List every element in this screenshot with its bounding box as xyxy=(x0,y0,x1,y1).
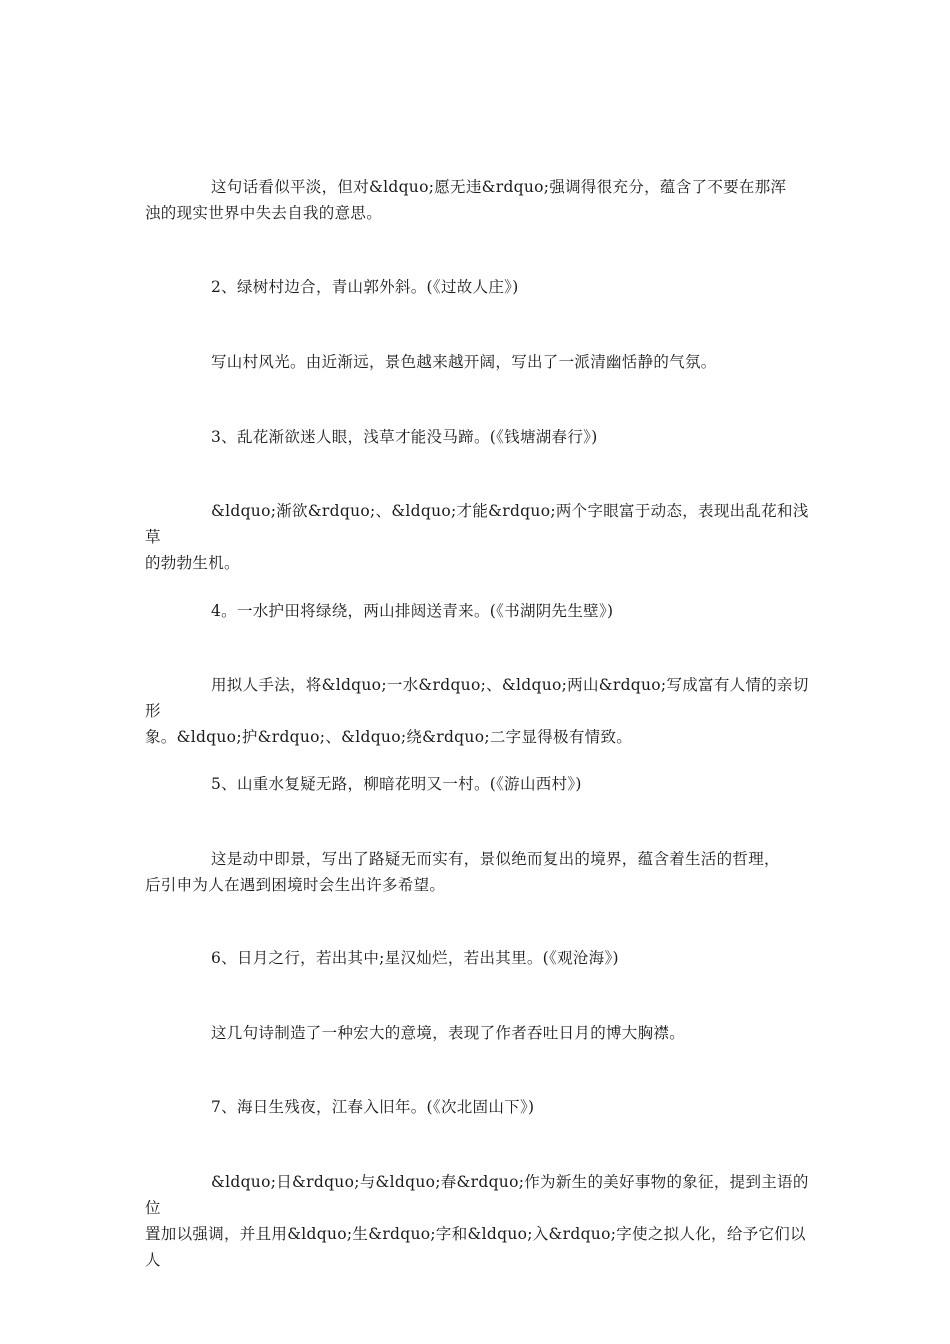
text-line: 这句话看似平淡，但对&ldquo;愿无违&rdquo;强调得很充分，蕴含了不要在那浑 xyxy=(211,178,787,196)
text-line: &ldquo;渐欲&rdquo;、&ldquo;才能&rdquo;两个字眼富于动态，表现出乱花和浅草 xyxy=(145,502,809,546)
poem-line-2 xyxy=(145,274,817,300)
text-line: 7、海日生残夜，江春入旧年。(《次北固山下》) xyxy=(211,1098,535,1116)
poem-line-7 xyxy=(145,1094,817,1120)
paragraph-commentary-6 xyxy=(145,1020,817,1046)
text-line: 3、乱花渐欲迷人眼，浅草才能没马蹄。(《钱塘湖春行》) xyxy=(211,428,598,446)
text-line: 象。&ldquo;护&rdquo;、&ldquo;绕&rdquo;二字显得极有情致。 xyxy=(145,728,633,746)
paragraph-commentary-2 xyxy=(145,349,817,375)
text-line: 的勃勃生机。 xyxy=(145,554,240,572)
paragraph-commentary-5 xyxy=(145,846,817,898)
text-line: 写山村风光。由近渐远，景色越来越开阔，写出了一派清幽恬静的气氛。 xyxy=(211,353,717,371)
text-line: 2、绿树村边合，青山郭外斜。(《过故人庄》) xyxy=(211,278,519,296)
paragraph-commentary-1 xyxy=(145,174,817,226)
text-line: 后引申为人在遇到困境时会生出许多希望。 xyxy=(145,876,446,894)
text-line: 这几句诗制造了一种宏大的意境，表现了作者吞吐日月的博大胸襟。 xyxy=(211,1024,686,1042)
paragraph-commentary-7 xyxy=(145,1169,817,1273)
paragraph-commentary-3 xyxy=(145,498,817,576)
poem-line-5 xyxy=(145,771,817,797)
text-line: 置加以强调，并且用&ldquo;生&rdquo;字和&ldquo;入&rdquo;字使之拟人化，给予它们以人 xyxy=(145,1225,806,1269)
poem-line-4 xyxy=(145,598,817,624)
text-line: 6、日月之行，若出其中;星汉灿烂，若出其里。(《观沧海》) xyxy=(211,949,619,967)
poem-line-3 xyxy=(145,424,817,450)
text-line: 浊的现实世界中失去自我的意思。 xyxy=(145,204,383,222)
paragraph-commentary-4 xyxy=(145,672,817,750)
poem-line-6 xyxy=(145,945,817,971)
text-line: &ldquo;日&rdquo;与&ldquo;春&rdquo;作为新生的美好事物的象征，提到主语的位 xyxy=(145,1173,809,1217)
text-line: 用拟人手法，将&ldquo;一水&rdquo;、&ldquo;两山&rdquo;写成富有人情的亲切形 xyxy=(145,676,809,720)
text-line: 这是动中即景，写出了路疑无而实有，景似绝而复出的境界，蕴含着生活的哲理， xyxy=(211,850,780,868)
text-line: 5、山重水复疑无路，柳暗花明又一村。(《游山西村》) xyxy=(211,775,582,793)
text-line: 4。一水护田将绿绕，两山排闼送青来。(《书湖阴先生壁》) xyxy=(211,602,614,620)
